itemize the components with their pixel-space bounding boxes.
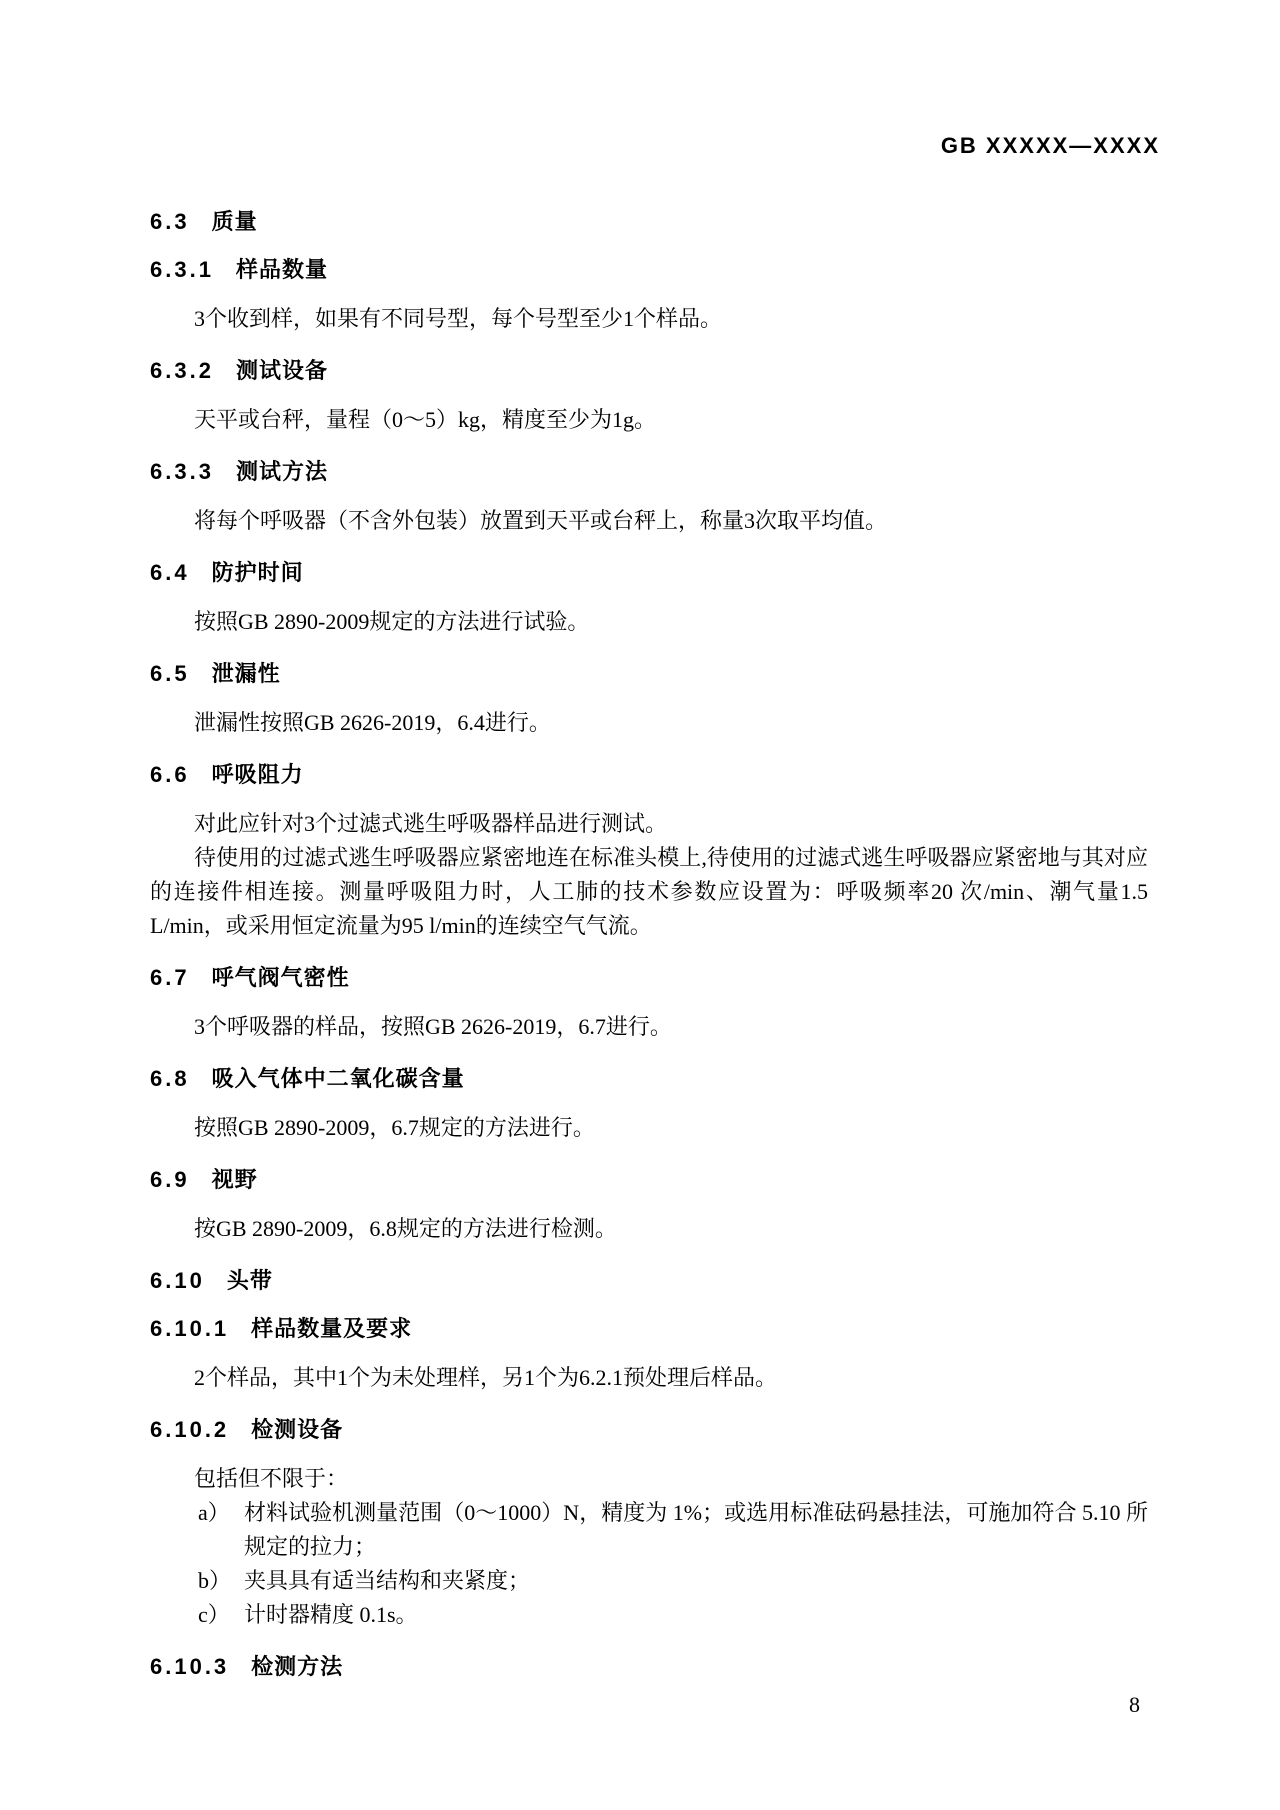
clause-title: 泄漏性 — [211, 661, 281, 686]
body-paragraph: 待使用的过滤式逃生呼吸器应紧密地连在标准头模上,待使用的过滤式逃生呼吸器应紧密地与其对应的连接件相连接。测量呼吸阻力时，人工肺的技术参数应设置为：呼吸频率20 次/min、潮气量1.5 L/min，或采用恒定流量为95 l/min的连续空气气流。 — [150, 845, 1148, 938]
clause-heading-6.4 — [150, 560, 1148, 586]
clause-number: 6.3.1 — [150, 257, 214, 282]
clause-title: 测试设备 — [235, 358, 328, 383]
body-paragraph: 3个收到样，如果有不同号型，每个号型至少1个样品。 — [194, 306, 723, 331]
clause-heading-6.10.2 — [150, 1417, 1148, 1443]
clause-number: 6.3.2 — [150, 358, 214, 383]
body-paragraph: 按照GB 2890-2009，6.7规定的方法进行。 — [194, 1115, 595, 1140]
clause-number: 6.9 — [150, 1167, 190, 1192]
clause-title: 呼气阀气密性 — [211, 965, 350, 990]
clause-heading-6.6 — [150, 762, 1148, 788]
clause-number: 6.3 — [150, 209, 190, 234]
clause-title: 吸入气体中二氧化碳含量 — [211, 1066, 465, 1091]
clause-number: 6.3.3 — [150, 459, 214, 484]
clause-heading-6.10.1 — [150, 1316, 1148, 1342]
clause-heading-6.9 — [150, 1167, 1148, 1193]
clause-heading-6.10.3 — [150, 1654, 1148, 1680]
clause-title: 检测方法 — [251, 1654, 344, 1679]
document-code-header: GB XXXXX—XXXX — [940, 133, 1160, 158]
list-item-marker: c） — [198, 1602, 230, 1627]
body-paragraph: 包括但不限于： — [194, 1466, 349, 1491]
document-body — [150, 0, 1148, 1680]
clause-number: 6.10.1 — [150, 1316, 230, 1341]
clause-number: 6.10.3 — [150, 1654, 230, 1679]
clause-title: 样品数量及要求 — [251, 1316, 413, 1341]
body-paragraph: 按照GB 2890-2009规定的方法进行试验。 — [194, 609, 590, 634]
clause-heading-6.3.2 — [150, 358, 1148, 384]
clause-number: 6.7 — [150, 965, 190, 990]
clause-heading-6.3 — [150, 209, 1148, 235]
clause-title: 检测设备 — [251, 1417, 344, 1442]
list-item-a — [198, 1496, 1148, 1564]
body-paragraph: 泄漏性按照GB 2626-2019，6.4进行。 — [194, 710, 551, 735]
list-item-marker: a） — [198, 1500, 230, 1525]
clause-title: 样品数量 — [235, 257, 328, 282]
clause-number: 6.5 — [150, 661, 190, 686]
clause-title: 测试方法 — [235, 459, 328, 484]
list-item-marker: b） — [198, 1568, 232, 1593]
clause-title: 防护时间 — [211, 560, 304, 585]
clause-title: 头带 — [226, 1268, 273, 1293]
list-item-b — [198, 1564, 1148, 1598]
clause-number: 6.8 — [150, 1066, 190, 1091]
list-item-text: 夹具具有适当结构和夹紧度； — [244, 1568, 531, 1593]
clause-number: 6.10.2 — [150, 1417, 230, 1442]
clause-heading-6.7 — [150, 965, 1148, 991]
clause-heading-6.3.3 — [150, 459, 1148, 485]
body-paragraph: 2个样品，其中1个为未处理样，另1个为6.2.1预处理后样品。 — [194, 1365, 778, 1390]
body-paragraph: 3个呼吸器的样品，按照GB 2626-2019，6.7进行。 — [194, 1014, 672, 1039]
clause-number: 6.10 — [150, 1268, 205, 1293]
clause-number: 6.6 — [150, 762, 190, 787]
clause-heading-6.10 — [150, 1268, 1148, 1294]
page-number: 8 — [1129, 1692, 1140, 1717]
body-paragraph: 将每个呼吸器（不含外包装）放置到天平或台秤上，称量3次取平均值。 — [194, 508, 888, 533]
clause-heading-6.3.1 — [150, 257, 1148, 283]
body-paragraph: 天平或台秤，量程（0～5）kg，精度至少为1g。 — [194, 407, 657, 432]
clause-title: 视野 — [211, 1167, 258, 1192]
body-paragraph: 对此应针对3个过滤式逃生呼吸器样品进行测试。 — [194, 811, 668, 836]
list-item-text: 计时器精度 0.1s。 — [244, 1602, 418, 1627]
clause-title: 呼吸阻力 — [211, 762, 304, 787]
clause-title: 质量 — [211, 209, 258, 234]
clause-number: 6.4 — [150, 560, 190, 585]
list-item-text: 材料试验机测量范围（0～1000）N，精度为 1%；或选用标准砝码悬挂法，可施加符合 5.10 所规定的拉力； — [244, 1500, 1148, 1559]
body-paragraph: 按GB 2890-2009，6.8规定的方法进行检测。 — [194, 1216, 617, 1241]
list-item-c — [198, 1598, 1148, 1632]
clause-heading-6.5 — [150, 661, 1148, 687]
clause-heading-6.8 — [150, 1066, 1148, 1092]
